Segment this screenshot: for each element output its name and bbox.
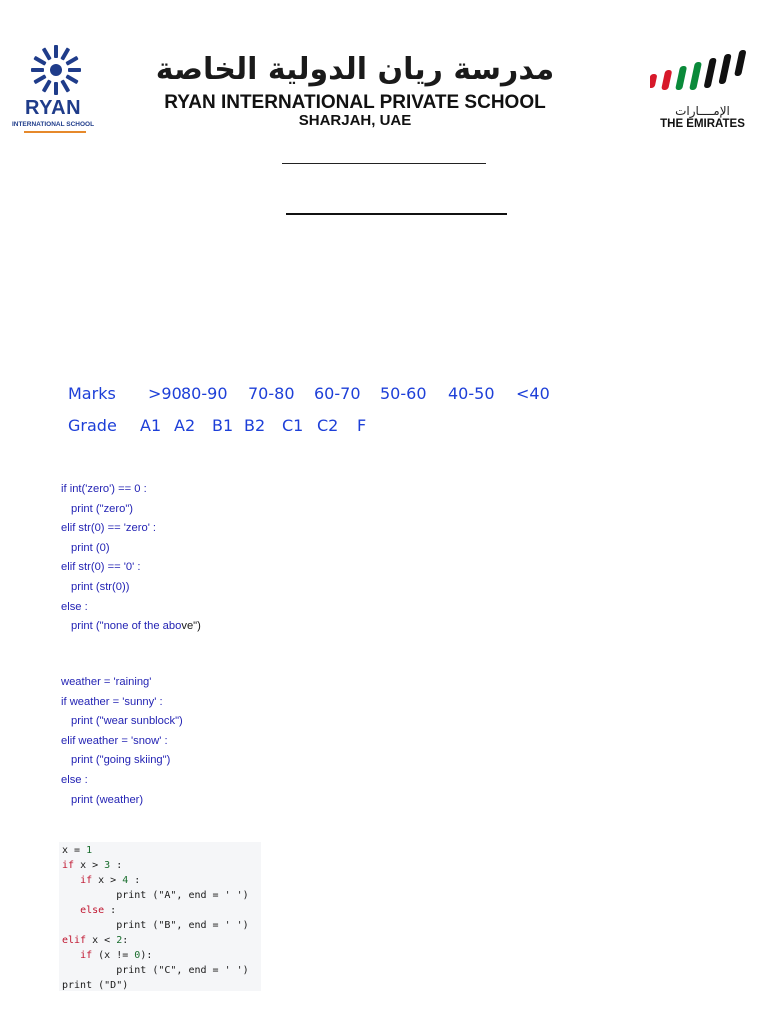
the-emirates-logo <box>650 48 760 132</box>
code-line: elif weather = 'snow' : <box>61 734 168 747</box>
school-location: SHARJAH, UAE <box>298 112 412 129</box>
school-name-english: RYAN INTERNATIONAL PRIVATE SCHOOL <box>164 92 546 113</box>
code-token <box>62 950 80 961</box>
code-token: ' ') <box>218 965 249 976</box>
marks-range: 40-50 <box>448 384 495 403</box>
grade-value: B2 <box>244 416 266 435</box>
code-line <box>59 888 261 903</box>
code-token: 2 <box>116 935 123 946</box>
code-token: ): <box>140 950 153 961</box>
grade-value: C2 <box>317 416 339 435</box>
code-token: = <box>74 845 87 856</box>
code-token: = <box>212 965 219 976</box>
code-token <box>62 890 116 901</box>
code-line: print ("going skiing") <box>71 754 171 767</box>
code-token: (x <box>92 950 117 961</box>
code-token: x <box>74 860 93 871</box>
code-token <box>62 965 116 976</box>
code-snippet-2 <box>61 673 183 810</box>
code-token: ("D") <box>92 980 129 991</box>
code-line: print ("wear sunblock") <box>71 715 183 728</box>
code-line <box>59 963 261 978</box>
code-token: != <box>116 950 129 961</box>
code-token: > <box>92 860 99 871</box>
sunburst-icon <box>30 44 82 96</box>
emirates-stripes-icon <box>650 48 760 104</box>
code-token: print <box>116 890 147 901</box>
subtitle-underline <box>286 213 507 215</box>
emirates-logo-english: THE EMIRATES <box>660 118 745 130</box>
code-token: ("A", end <box>146 890 213 901</box>
code-token: : <box>110 860 123 871</box>
title-underline <box>282 163 486 164</box>
marks-row <box>68 384 550 404</box>
code-token: if <box>80 950 93 961</box>
code-token: else <box>80 905 105 916</box>
code-line <box>59 903 261 918</box>
code-token: = <box>212 890 219 901</box>
code-token: 1 <box>86 845 93 856</box>
code-line <box>59 873 261 888</box>
code-line: print (0) <box>71 541 110 554</box>
code-line: elif str(0) == '0' : <box>61 561 141 574</box>
code-token: ("B", end <box>146 920 213 931</box>
code-token: 4 <box>122 875 129 886</box>
code-token <box>62 905 80 916</box>
code-snippet-1 <box>61 480 201 637</box>
code-token: 0 <box>134 950 141 961</box>
marks-range: 60-70 <box>314 384 361 403</box>
code-line: else : <box>61 773 88 786</box>
marks-label: Marks <box>68 384 116 403</box>
school-name-arabic: مدرسة ريان الدولية الخاصة <box>155 52 555 87</box>
code-line: print (str(0)) <box>71 580 130 593</box>
code-line <box>59 933 261 948</box>
code-token: > <box>110 875 117 886</box>
ryan-logo-subtext: INTERNATIONAL SCHOOL <box>11 121 95 128</box>
code-token: if <box>80 875 93 886</box>
code-token: x <box>92 875 111 886</box>
code-token: < <box>104 935 111 946</box>
ryan-logo-underline <box>24 131 86 133</box>
grade-value: B1 <box>212 416 234 435</box>
code-token: elif <box>62 935 87 946</box>
grade-value: A2 <box>174 416 196 435</box>
code-token: print <box>116 965 147 976</box>
code-text: ve") <box>181 620 201 633</box>
code-token: x <box>62 845 75 856</box>
code-line <box>59 978 261 993</box>
code-token: if <box>62 860 75 871</box>
code-token: 3 <box>104 860 111 871</box>
code-token: print <box>116 920 147 931</box>
code-token <box>62 920 116 931</box>
code-token: ' ') <box>218 890 249 901</box>
code-line <box>59 948 261 963</box>
code-token: ("C", end <box>146 965 213 976</box>
marks-range: >90 <box>148 384 182 403</box>
code-line <box>61 617 201 637</box>
code-line: if int('zero') == 0 : <box>61 483 147 495</box>
code-line: elif str(0) == 'zero' : <box>61 522 157 535</box>
grade-label: Grade <box>68 416 117 435</box>
code-line: else : <box>61 600 88 613</box>
grade-row <box>68 416 366 436</box>
code-block <box>59 842 261 991</box>
code-token: ' ') <box>218 920 249 931</box>
marks-range: 70-80 <box>248 384 295 403</box>
marks-range: <40 <box>516 384 550 403</box>
marks-range: 50-60 <box>380 384 427 403</box>
ryan-school-logo <box>8 42 98 132</box>
code-line: print (weather) <box>71 793 144 806</box>
code-line: if weather = 'sunny' : <box>61 695 163 708</box>
code-line <box>59 858 261 873</box>
emirates-logo-arabic: الإمــــارات <box>675 104 730 118</box>
school-name-banner <box>140 50 570 132</box>
code-line: print ("zero") <box>71 502 134 515</box>
code-token: : <box>104 905 117 916</box>
code-token: x <box>86 935 105 946</box>
code-token: : <box>128 875 141 886</box>
code-token: : <box>122 935 129 946</box>
code-line <box>59 843 261 858</box>
grade-value: F <box>357 416 367 435</box>
code-token: print <box>62 980 93 991</box>
code-line: weather = 'raining' <box>61 676 152 688</box>
code-token: = <box>212 920 219 931</box>
grade-value: A1 <box>140 416 162 435</box>
ryan-logo-text: RYAN <box>24 97 82 119</box>
code-text: print ("none of the abo <box>71 620 182 633</box>
code-line <box>59 918 261 933</box>
grade-value: C1 <box>282 416 304 435</box>
code-token <box>62 875 80 886</box>
marks-range: 80-90 <box>181 384 228 403</box>
